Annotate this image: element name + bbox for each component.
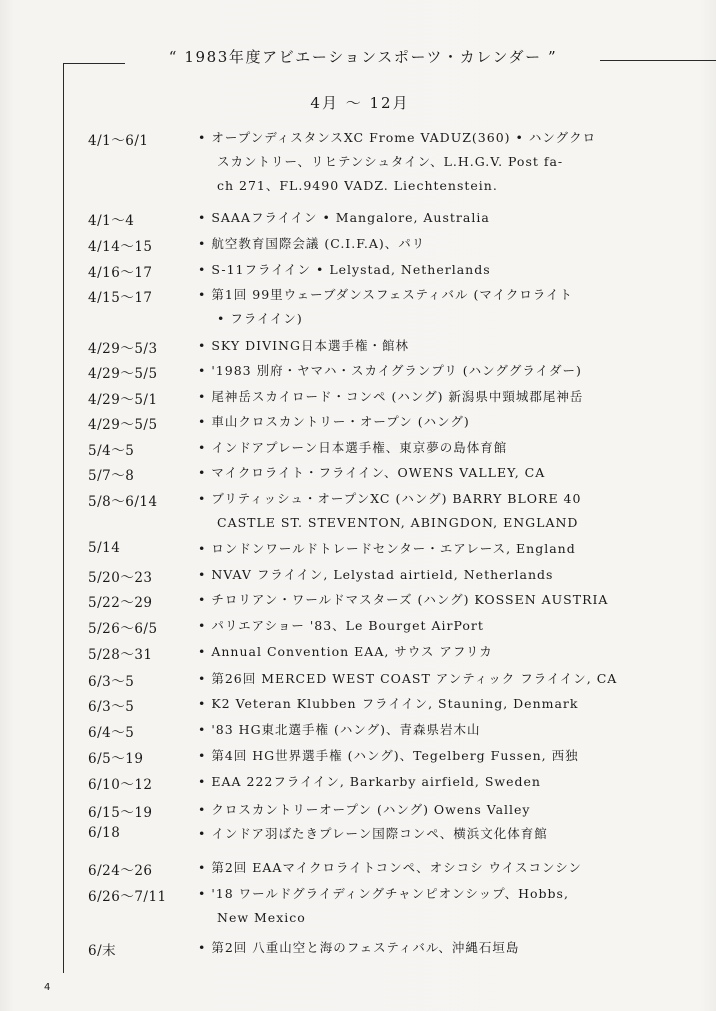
entry-line: • フライイン)	[217, 311, 303, 326]
entry-line: • オープンディスタンスXC Frome VADUZ(360) • ハングクロ	[198, 130, 597, 145]
entry-line: • EAA 222フライイン, Barkarby airfield, Sweden	[198, 774, 541, 789]
entry-description	[198, 563, 658, 587]
entry-description	[198, 744, 658, 768]
entry-date: 5/4〜5	[88, 443, 135, 459]
entry-date: 6/5〜19	[88, 751, 144, 767]
entry-line: • 第4回 HG世界選手権 (ハング)、Tegelberg Fussen, 西独	[198, 748, 579, 763]
entry-line: • 尾神岳スカイロード・コンペ (ハング) 新潟県中頸城郡尾神岳	[198, 389, 584, 404]
entry-line: • 航空教育国際会議 (C.I.F.A)、パリ	[198, 236, 426, 251]
entry-description	[198, 232, 658, 256]
entry-date: 5/28〜31	[88, 647, 153, 663]
entry-description	[198, 258, 658, 282]
entry-line: • ロンドンワールドトレードセンター・エアレース, England	[198, 541, 576, 556]
entry-line: • '83 HG東北選手権 (ハング)、青森県岩木山	[198, 722, 481, 737]
entry-description	[198, 667, 658, 691]
entry-line: • 第1回 99里ウェーブダンスフェスティバル (マイクロライト	[198, 287, 574, 302]
entry-line: • クロスカントリーオープン (ハング) Owens Valley	[198, 802, 531, 817]
entry-description	[198, 856, 658, 880]
entry-date: 5/14	[88, 540, 121, 556]
entry-description	[198, 798, 658, 822]
entry-date: 6/3〜5	[88, 699, 135, 715]
entry-line: スカントリー、リヒテンシュタイン、L.H.G.V. Post fa-	[217, 154, 564, 169]
entry-description	[198, 461, 658, 485]
entry-description	[198, 385, 658, 409]
entry-description	[198, 126, 658, 198]
entry-description	[198, 770, 658, 794]
entry-date: 4/16〜17	[88, 265, 153, 281]
entry-description	[198, 614, 658, 638]
entry-description	[198, 882, 658, 930]
entry-date: 6/26〜7/11	[88, 889, 167, 905]
entry-date: 6/末	[88, 943, 117, 959]
entry-date: 5/26〜6/5	[88, 621, 158, 637]
entry-line: • NVAV フライイン, Lelystad airtield, Netherlands	[198, 567, 554, 582]
entry-description	[198, 718, 658, 742]
entry-line: • '18 ワールドグライディングチャンピオンシップ、Hobbs,	[198, 886, 569, 901]
entry-description	[198, 936, 658, 960]
entry-date: 4/29〜5/1	[88, 392, 158, 408]
entry-line: • 第2回 EAAマイクロライトコンペ、オシコシ ウイスコンシン	[198, 860, 582, 875]
entry-date: 5/22〜29	[88, 595, 153, 611]
entry-date: 6/10〜12	[88, 777, 153, 793]
entry-line: • 車山クロスカントリー・オープン (ハング)	[198, 414, 470, 429]
page-number: 4	[44, 982, 51, 993]
entry-line: • インドアプレーン日本選手権、東京夢の島体育館	[198, 440, 508, 455]
entry-date: 5/20〜23	[88, 570, 153, 586]
entry-date: 4/15〜17	[88, 290, 153, 306]
entry-description	[198, 588, 658, 612]
entry-description	[198, 822, 658, 846]
entry-line: • インドア羽ばたきプレーン国際コンペ、横浜文化体育館	[198, 826, 548, 841]
entry-description	[198, 206, 658, 230]
entry-description	[198, 283, 658, 331]
entry-line: • Annual Convention EAA, サウス アフリカ	[198, 644, 493, 659]
entry-date: 4/14〜15	[88, 239, 153, 255]
page-period: 4月 〜 12月	[310, 94, 410, 112]
entry-date: 4/29〜5/5	[88, 366, 158, 382]
entry-description	[198, 692, 658, 716]
entry-description	[198, 487, 658, 535]
entry-date: 4/1〜4	[88, 213, 135, 229]
page-title: “ 1983年度アビエーションスポーツ・カレンダー ”	[168, 48, 558, 66]
entry-date: 6/15〜19	[88, 805, 153, 821]
entry-description	[198, 436, 658, 460]
entry-line: ch 271、FL.9490 VADZ. Liechtenstein.	[217, 178, 498, 193]
entry-date: 6/4〜5	[88, 725, 135, 741]
entry-line: • マイクロライト・フライイン、OWENS VALLEY, CA	[198, 465, 546, 480]
entry-description	[198, 640, 658, 664]
entry-description	[198, 334, 658, 358]
entry-date: 5/7〜8	[88, 468, 135, 484]
entry-date: 6/18	[88, 825, 121, 841]
entry-line: CASTLE ST. STEVENTON, ABINGDON, ENGLAND	[217, 515, 579, 530]
entry-date: 5/8〜6/14	[88, 494, 158, 510]
entry-line: • チロリアン・ワールドマスターズ (ハング) KOSSEN AUSTRIA	[198, 592, 609, 607]
entry-line: • S-11フライイン • Lelystad, Netherlands	[198, 262, 491, 277]
entry-description	[198, 537, 658, 561]
entry-date: 4/29〜5/5	[88, 417, 158, 433]
entry-line: • パリエアショー '83、Le Bourget AirPort	[198, 618, 484, 633]
entry-line: • ブリティッシュ・オープンXC (ハング) BARRY BLORE 40	[198, 491, 582, 506]
entry-line: • SAAAフライイン • Mangalore, Australia	[198, 210, 490, 225]
entry-line: • K2 Veteran Klubben フライイン, Stauning, Denmark	[198, 696, 579, 711]
entry-description	[198, 410, 658, 434]
entry-line: • '1983 別府・ヤマハ・スカイグランプリ (ハンググライダー)	[198, 363, 582, 378]
entry-date: 6/24〜26	[88, 863, 153, 879]
entry-date: 4/29〜5/3	[88, 341, 158, 357]
entry-description	[198, 359, 658, 383]
entry-date: 6/3〜5	[88, 674, 135, 690]
entry-line: • SKY DIVING日本選手権・館林	[198, 338, 409, 353]
entry-date: 4/1〜6/1	[88, 133, 149, 149]
entry-line: New Mexico	[217, 910, 306, 925]
entry-line: • 第26回 MERCED WEST COAST アンティック フライイン, CA	[198, 671, 618, 686]
entry-line: • 第2回 八重山空と海のフェスティバル、沖縄石垣島	[198, 940, 520, 955]
